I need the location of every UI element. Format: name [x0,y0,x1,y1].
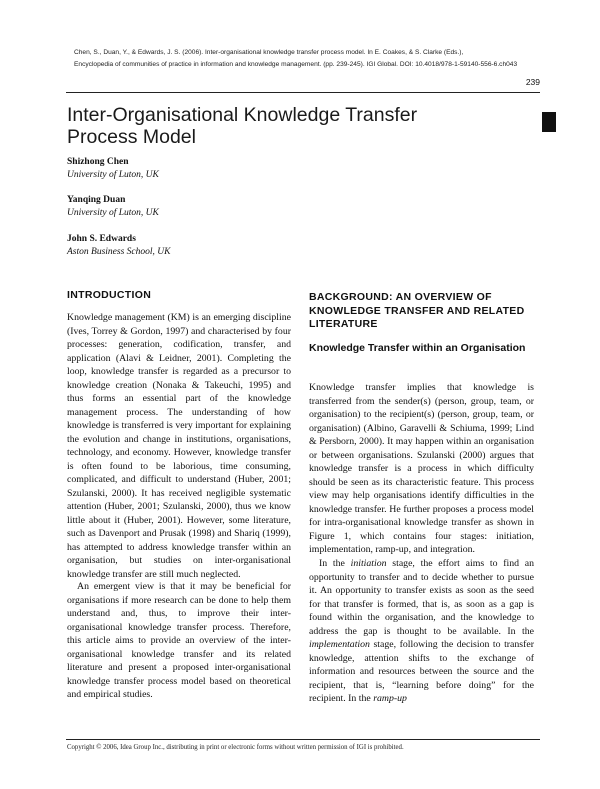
copyright-notice: Copyright © 2006, Idea Group Inc., distributing in print or electronic forms without written permission of IGI is prohibited. [67,744,404,751]
author-affiliation: University of Luton, UK [67,208,159,218]
introduction-paragraph-1: Knowledge management (KM) is an emerging discipline (Ives, Torrey & Gordon, 1997) and characterised by four processes: generation, codification, transfer, and application (Alavi & Leidner, 2001). Completing the loop, knowledge transfer is regarded as a precursor to knowledge creation (Nonaka & Takeuchi, 1995) and thus forms an essential part of the knowledge management process. The understanding of how knowledge is transferred is very important for explaining the evolution and change in institutions, organisations, technology, and economy. However, knowledge transfer is often found to be laborious, time consuming, complicated, and difficult to understand (Huber, 2001; Szulanski, 2000). It has received negligible systematic attention (Huber, 2001; Szulanski, 2000), thus we know little about it (Huber, 2001). However, some literature, such as Davenport and Prusak (1998) and Shariq (1999), has attempted to address knowledge transfer within an organisation, but studies on inter-organisational knowledge transfer are still much neglected. [67,312,291,580]
title-line-2: Process Model [67,126,196,148]
header-divider [66,92,540,93]
citation-line-1: Chen, S., Duan, Y., & Edwards, J. S. (2006). Inter-organisational knowledge transfer process model. In E. Coakes, & S. Clarke (Eds.), [74,49,464,56]
author-affiliation: Aston Business School, UK [67,247,171,257]
background-paragraph-1: Knowledge transfer implies that knowledge is transferred from the sender(s) (person, group, team, or organisation) to the recipient(s) (person, group, team, or organisation) (Albino, Garavelli & Schiuma, 1999; Lind & Persborn, 2000). It may happen within an organisation or between organisations. Szulanski (2000) argues that knowledge transfer is a process in which difficulty should be seen as its characteristic feature. This process view may help organisations identify difficulties in the knowledge transfer. He further proposes a process model for intra-organisational knowledge transfer as shown in Figure 1, which contains four stages: initiation, implementation, ramp-up, and integration. [309,382,534,555]
page-number: 239 [525,77,540,87]
author-affiliation: University of Luton, UK [67,170,159,180]
article-title [67,104,537,148]
footer-divider [66,739,540,740]
citation-header [74,47,574,71]
background-paragraph-2 [309,557,534,706]
introduction-heading: INTRODUCTION [67,289,152,301]
author-name: Yanqing Duan [67,195,126,205]
introduction-paragraph-2: An emergent view is that it may be beneficial for organisations if more research can be done to help them understand and, thus, to improve their inter-organisational knowledge transfer process. Therefore, this article aims to provide an overview of the inter-organisational knowledge transfer and its related literature and present a proposed inter-organisational knowledge transfer process model based on theoretical and empirical studies. [67,581,291,700]
section-tab-marker [542,112,556,132]
author-block [67,233,367,259]
author-block [67,156,367,182]
author-name: Shizhong Chen [67,157,129,167]
stage-term-initiation: initiation [350,558,387,569]
paragraph-text: In the [319,558,351,569]
stage-term-rampup: ramp-up [373,693,407,704]
paragraph-text: stage, the effort aims to find an opportunity to transfer and to decide whether to pursue it. An opportunity to transfer exists as soon as the seed for that transfer is formed, that is, as soon as a gap is found within the organisation, and the knowledge to address the gap is thought to be available. In the [309,558,534,637]
stage-term-implementation: implementation [309,639,370,650]
author-name: John S. Edwards [67,234,136,244]
paragraph-text: stage, following the decision to transfer knowledge, attention shifts to the exchange of information and resources between the source and the recipient, that is, “learning before doing” for the recipient. In the [309,639,534,704]
subsection-heading: Knowledge Transfer within an Organisation [309,342,526,354]
citation-line-2: Encyclopedia of communities of practice in information and knowledge management. (pp. 239-245). IGI Global. DOI: 10.4018/978-1-59140-556-6.ch043 [74,61,518,68]
background-heading: BACKGROUND: AN OVERVIEW OF KNOWLEDGE TRANSFER AND RELATED LITERATURE [309,291,525,330]
title-line-1: Inter-Organisational Knowledge Transfer [67,104,418,126]
author-block [67,194,367,220]
